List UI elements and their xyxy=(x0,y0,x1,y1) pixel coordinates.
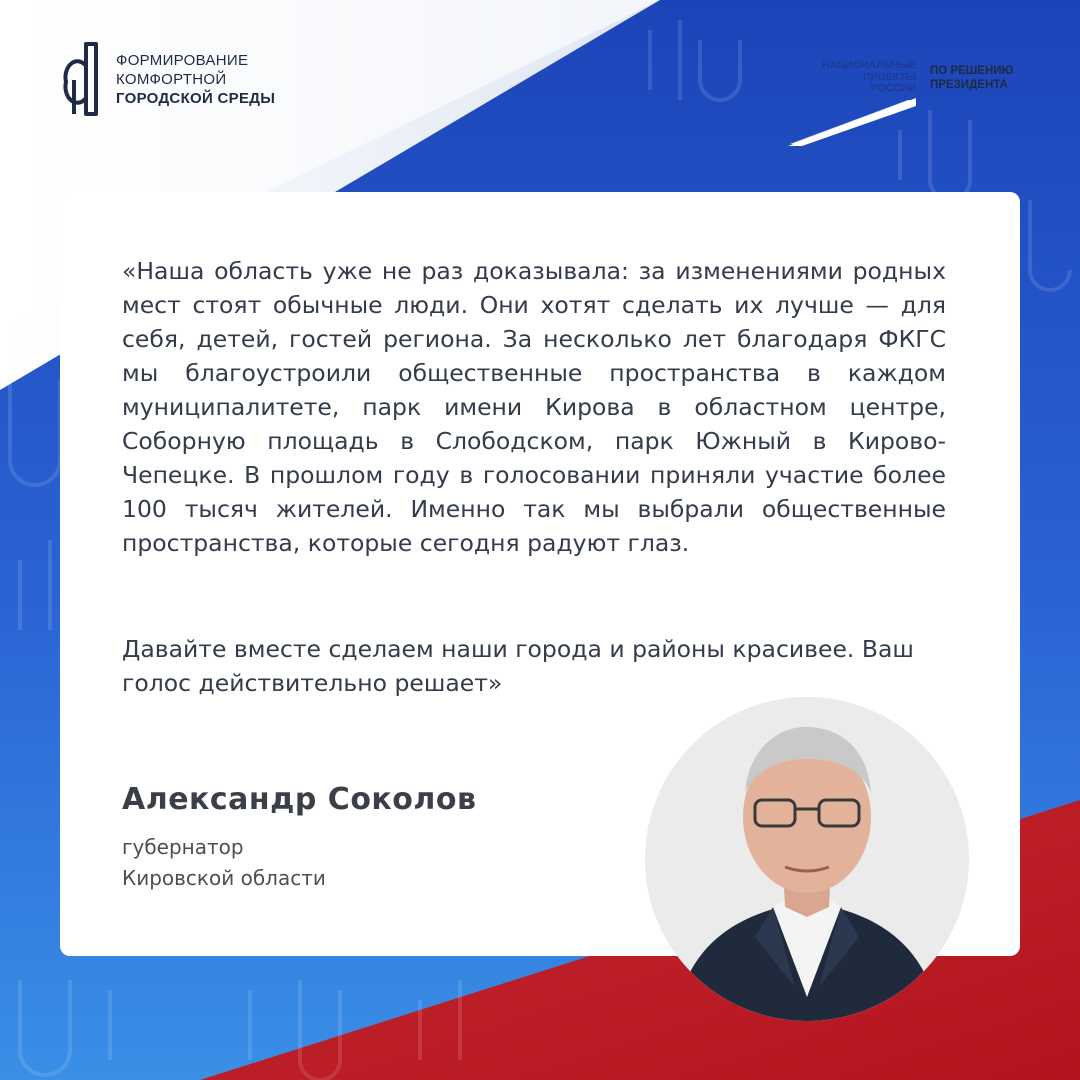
brand-line-2: КОМФОРТНОЙ xyxy=(116,70,227,88)
brand-header xyxy=(60,40,275,118)
decision-line-2: ПРЕЗИДЕНТА xyxy=(930,79,1008,91)
quote-paragraph-2: Давайте вместе сделаем наши города и районы красивее. Ваш голос действительно решает» xyxy=(122,635,914,697)
author-role xyxy=(122,832,326,894)
fkgs-logo-icon xyxy=(60,40,102,118)
portrait-illustration xyxy=(645,697,969,1021)
national-projects-logo xyxy=(788,60,916,148)
author-portrait xyxy=(645,697,969,1021)
brand-line-1: ФОРМИРОВАНИЕ xyxy=(116,51,249,69)
np-line-2: ПРОЕКТЫ xyxy=(863,70,916,83)
decision-line-1: ПО РЕШЕНИЮ xyxy=(930,65,1014,77)
np-line-1: НАЦИОНАЛЬНЫЕ xyxy=(822,59,916,71)
author-name: Александр Соколов xyxy=(122,782,477,817)
quote-paragraph-1: «Наша область уже не раз доказывала: за изменениями родных мест стоят обычные люди. Они хотят сделать их лучше — для себя, детей, гостей региона. За несколько лет благодаря ФКГС мы благоустроили общественные пространства в каждом муниципалитете, парк имени Кирова в областном центре, Соборную площадь в Слободском, парк Южный в Кирово-Чепецке. В прошлом году в голосовании приняли участие более 100 тысяч жителей. Именно так мы выбрали общественные пространства, которые сегодня радуют глаз. xyxy=(122,257,946,557)
brand-line-3: ГОРОДСКОЙ СРЕДЫ xyxy=(116,89,276,107)
author-role-line-1: губернатор xyxy=(122,835,244,859)
author-role-line-2: Кировской области xyxy=(122,866,326,890)
np-line-3: РОССИИ xyxy=(870,82,916,94)
national-projects-header xyxy=(788,60,1013,148)
